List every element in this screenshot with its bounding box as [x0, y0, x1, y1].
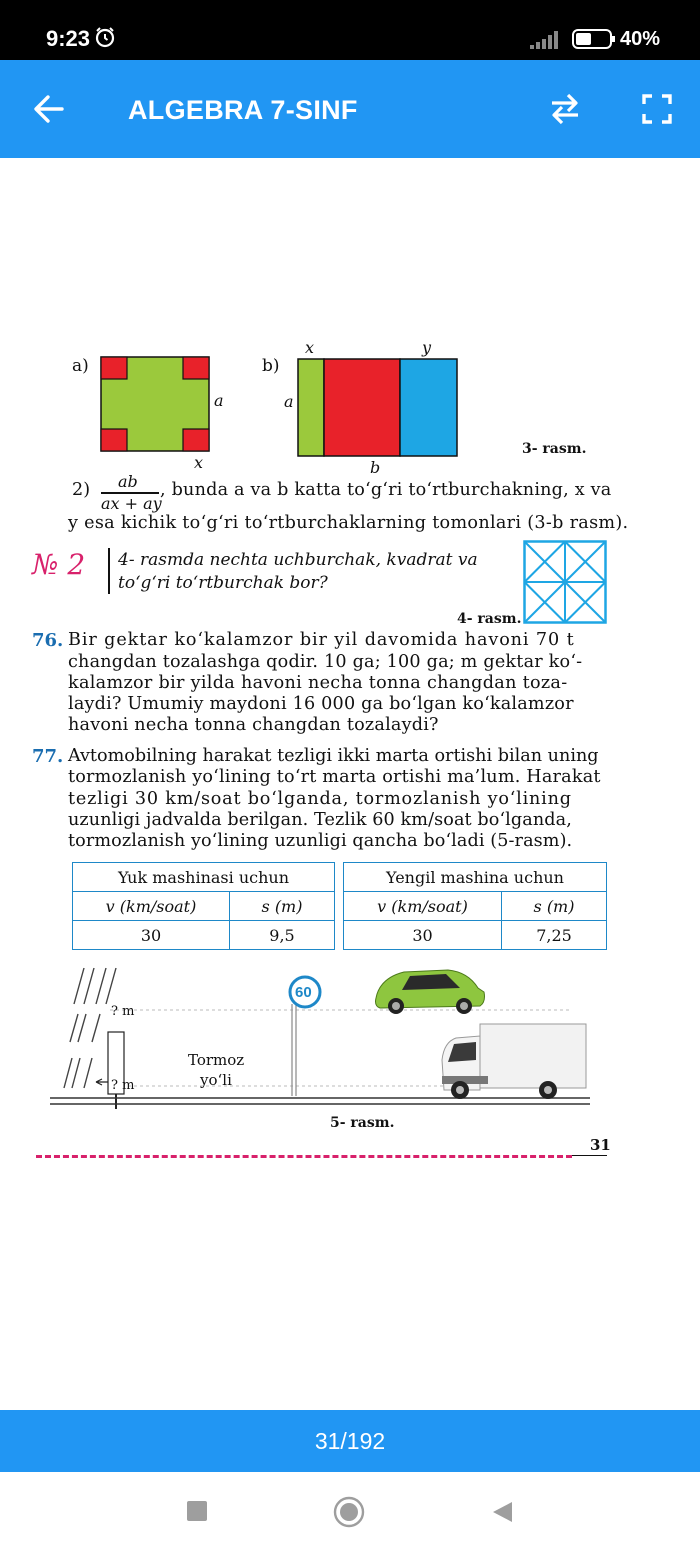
battery-icon	[572, 29, 616, 49]
app-title: ALGEBRA 7-SINF	[128, 95, 358, 125]
ex76-line: havoni necha tonna changdan tozalaydi?	[68, 715, 439, 735]
truck-table-title: Yuk mashinasi uchun	[73, 863, 335, 892]
ex77-line: uzunligi jadvalda berilgan. Tezlik 60 km/soat bo‘lganda,	[68, 810, 572, 830]
task-mark: № 2	[32, 548, 86, 581]
table-header: v (km/soat)	[73, 892, 230, 921]
page-number-rule	[572, 1155, 607, 1156]
alarm-icon	[94, 26, 116, 48]
ex76-line: kalamzor bir yilda havoni necha tonna changdan toza-	[68, 673, 568, 693]
table-header: s (m)	[502, 892, 607, 921]
fig3b-a: a	[284, 392, 294, 411]
app-bar	[0, 60, 700, 158]
formula-item: 2)	[72, 480, 91, 500]
fig5-question-bottom: ? m	[111, 1078, 135, 1093]
table-header: v (km/soat)	[344, 892, 502, 921]
fig3a-side-x: x	[194, 453, 204, 472]
ex77-number: 77.	[32, 746, 64, 767]
home-icon[interactable]	[333, 1496, 365, 1528]
task-divider	[108, 548, 110, 594]
fig3a-square	[100, 356, 212, 454]
ex76-number: 76.	[32, 630, 64, 651]
fig3a-side-a: a	[214, 391, 224, 410]
task2-line2: to‘g‘ri to‘rtburchak bor?	[118, 573, 328, 593]
back-icon[interactable]	[490, 1500, 514, 1524]
formula-line1: , bunda a va b katta to‘g‘ri to‘rtburchakning, x va	[160, 480, 612, 500]
page-indicator: 31/192	[314, 1428, 386, 1454]
fig3b-label: b)	[262, 356, 280, 376]
car-table-title: Yengil mashina uchun	[344, 863, 607, 892]
car-image	[376, 970, 485, 1014]
fullscreen-icon[interactable]	[642, 94, 672, 124]
ex76-line: changdan tozalashga qodir. 10 ga; 100 ga; m gektar ko‘-	[68, 652, 583, 672]
status-bar	[0, 0, 700, 60]
formula-denominator: ax + ay	[101, 494, 162, 513]
ex77-line: tezligi 30 km/soat bo‘lganda, tormozlanish yo‘lining	[68, 789, 572, 809]
speed-sign-value: 60	[295, 984, 312, 1001]
table-cell: 30	[344, 921, 502, 950]
signal-icon	[530, 29, 564, 49]
table-header: s (m)	[230, 892, 335, 921]
car-table	[343, 862, 607, 950]
fig4-caption: 4- rasm.	[457, 611, 522, 627]
page-footer-rule	[36, 1155, 572, 1158]
table-cell: 7,25	[502, 921, 607, 950]
brake-label-2: yo‘li	[200, 1071, 232, 1089]
fig3a-label: a)	[72, 356, 89, 376]
fig3b-rectangle	[297, 358, 459, 458]
fig5-question-top: ? m	[111, 1004, 135, 1019]
ex77-line: tormozlanish yo‘lining uzunligi qancha bo‘ladi (5-rasm).	[68, 831, 573, 851]
brake-label-1: Tormoz	[188, 1051, 245, 1069]
ex77-line: tormozlanish yo‘lining to‘rt marta ortishi ma’lum. Harakat	[68, 767, 601, 787]
fig3b-y: y	[422, 338, 432, 357]
ex77-line: Avtomobilning harakat tezligi ikki marta ortishi bilan uning	[68, 746, 599, 766]
book-page[interactable]	[0, 158, 700, 1410]
ex76-line: Bir gektar ko‘kalamzor bir yil davomida havoni 70 t	[68, 630, 575, 650]
fig3b-x: x	[305, 338, 315, 357]
status-time: 9:23	[46, 26, 91, 51]
battery-percent: 40%	[620, 28, 661, 50]
back-arrow-icon[interactable]	[32, 92, 66, 126]
formula-line2: y esa kichik to‘g‘ri to‘rtburchaklarning tomonlari (3-b rasm).	[68, 513, 629, 533]
ex76-line: laydi? Umumiy maydoni 16 000 ga bo‘lgan ko‘kalamzor	[68, 694, 574, 714]
fig3-caption: 3- rasm.	[522, 441, 587, 457]
swap-icon[interactable]	[548, 92, 582, 126]
system-nav-bar	[0, 1472, 700, 1556]
page-indicator-bar	[0, 1410, 700, 1472]
recent-apps-icon[interactable]	[186, 1500, 208, 1522]
task2-line1: 4- rasmda nechta uchburchak, kvadrat va	[118, 550, 478, 570]
table-cell: 9,5	[230, 921, 335, 950]
truck-table	[72, 862, 335, 950]
truck-image	[442, 1024, 586, 1099]
formula-numerator: ab	[118, 472, 138, 491]
fig5-caption: 5- rasm.	[330, 1115, 395, 1131]
page-number: 31	[590, 1136, 611, 1154]
fig3b-b: b	[370, 458, 381, 477]
table-cell: 30	[73, 921, 230, 950]
fig4-grid	[523, 540, 607, 624]
